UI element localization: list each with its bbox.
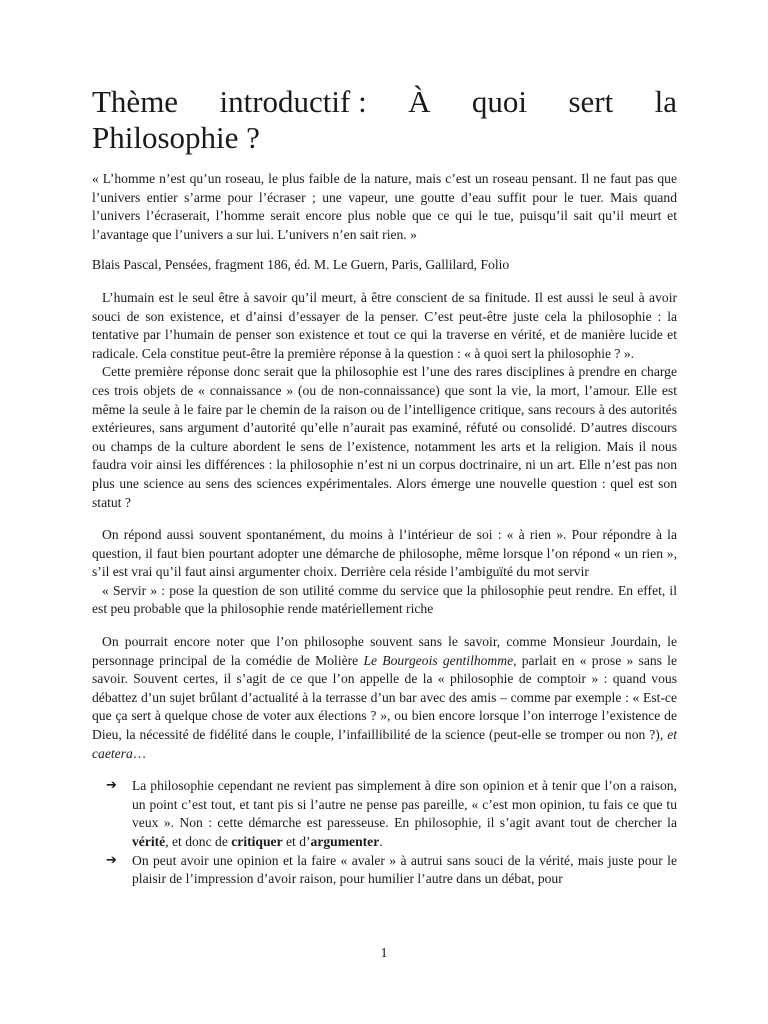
et-caetera: et caetera bbox=[92, 727, 677, 761]
paragraph-1: L’humain est le seul être à savoir qu’il meurt, à être conscient de sa finitude. Il est aussi le seul à avoir souci de son existence, et d’ainsi d’essayer de la penser. C’est peut-être juste cela la philosophie : la tentative par l’humain de penser son existence et tout ce qui la traverse en vérité, et de manière lucide et radicale. Cela constitue peut-être la première réponse à la question : « à quoi sert la philosophie ? ». bbox=[92, 289, 677, 361]
bullet-text: On peut avoir une opinion et la faire « avaler » à autrui sans souci de la vérité, mais juste pour le plaisir de l’impression d’avoir raison, pour humilier l’autre dans un débat, pour bbox=[132, 852, 677, 887]
ellipsis: … bbox=[132, 745, 147, 761]
quote-citation: Blais Pascal, Pensées, fragment 186, éd. M. Le Guern, Paris, Gallilard, Folio bbox=[92, 257, 510, 273]
keyword-verite: vérité bbox=[132, 834, 166, 849]
paragraph-5-text: , parlait en « prose » sans le savoir. Souvent certes, il s’agit de ce que l’on appelle de la « philosophie de comptoir » : quand vous débattez d’un sujet brûlant d’actualité à la terrasse d’un bar avec des amis – comme par exemple : « Est-ce que ça sert à quelque chose de voter aux élections ? », ou bien encore lorsque l’on interroge l’existence de Dieu, la nécessité de fidélité dans le couple, l’infaillibilité de la science (peut-elle se tromper ou non ?), bbox=[92, 652, 677, 743]
title-line-2: Philosophie ? bbox=[92, 120, 260, 155]
bullet-text-part: , et donc de bbox=[165, 834, 232, 849]
arrow-icon: ➔ bbox=[106, 778, 117, 794]
play-title: Le Bourgeois gentilhomme bbox=[363, 652, 514, 668]
title-word: quoi bbox=[471, 84, 528, 119]
title-word: la bbox=[654, 84, 677, 119]
page-title bbox=[92, 84, 677, 156]
list-item bbox=[106, 852, 677, 889]
paragraph-2: Cette première réponse donc serait que la philosophie est l’une des rares disciplines à prendre en charge ces trois objets de « connaissance » (ou de non-connaissance) que sont la vie, la mort, l’amour. Elle est même la seule à le faire par le chemin de la raison ou de l’intelligence critique, sans recours à des autorités extérieures, sans argument d’autorité qu’elle n’aurait pas examiné, réfuté ou consolidé. D’autres discours ou champs de la culture abordent le sens de l’existence, notamment les arts et la religion. Mais il nous faudra voir ainsi les différences : la philosophie n’est ni un corpus doctrinaire, ni un art. Elle n’est pas non plus une science au sens des sciences expérimentales. Alors émerge une nouvelle question : quel est son statut ? bbox=[92, 364, 677, 510]
page-number: 1 bbox=[380, 946, 388, 961]
title-word: À bbox=[408, 84, 431, 119]
keyword-argumenter: argumenter bbox=[310, 834, 380, 849]
title-word: sert bbox=[568, 84, 614, 119]
bullet-list bbox=[106, 777, 677, 889]
bullet-text-part: La philosophie cependant ne revient pas simplement à dire son opinion et à tenir que l’on a raison, un point c’est tout, et tant pis si l’autre ne pense pas pareille, « c’est mon opinion, tu fais ce que tu veux ». Non : cette démarche est paresseuse. En philosophie, il s’agit avant tout de chercher la bbox=[132, 778, 677, 831]
document-page bbox=[92, 84, 677, 889]
paragraph-5-text: On pourrait encore noter que l’on philosophe souvent sans le savoir, comme Monsieur Jourdain, le personnage principal de la comédie de Molière bbox=[92, 634, 677, 668]
bullet-text bbox=[132, 777, 677, 851]
keyword-critiquer: critiquer bbox=[231, 834, 283, 849]
title-line-1 bbox=[92, 84, 677, 120]
title-word: introductif : bbox=[219, 84, 367, 119]
list-item bbox=[106, 777, 677, 851]
bullet-text-part: . bbox=[379, 834, 383, 849]
bullet-text-part: et d’ bbox=[282, 834, 311, 849]
paragraph-3: On répond aussi souvent spontanément, du moins à l’intérieur de soi : « à rien ». Pour répondre à la question, il faut bien pourtant adopter une démarche de philosophe, même lorsque l’on répond « un rien », s’il est vrai qu’il faut ainsi argumenter choix. Derrière cela réside l’ambiguïté du mot servir bbox=[92, 527, 677, 580]
paragraph-4: « Servir » : pose la question de son utilité comme du service que la philosophie peut rendre. En effet, il est peu probable que la philosophie rende matériellement riche bbox=[92, 582, 677, 617]
title-word: Thème bbox=[92, 84, 179, 119]
arrow-icon: ➔ bbox=[106, 852, 117, 868]
paragraph-5 bbox=[92, 633, 677, 763]
pascal-quote: « L’homme n’est qu’un roseau, le plus faible de la nature, mais c’est un roseau pensant. Il ne faut pas que l’univers entier s’arme pour l’écraser ; une vapeur, une goutte d’eau suffit pour le tuer. Mais quand l’univers l’écraserait, l’homme serait encore plus noble que ce qui le tue, puisqu’il sait qu’il meurt et l’avantage que l’univers a sur lui. L’univers n’en sait rien. » bbox=[92, 171, 677, 242]
